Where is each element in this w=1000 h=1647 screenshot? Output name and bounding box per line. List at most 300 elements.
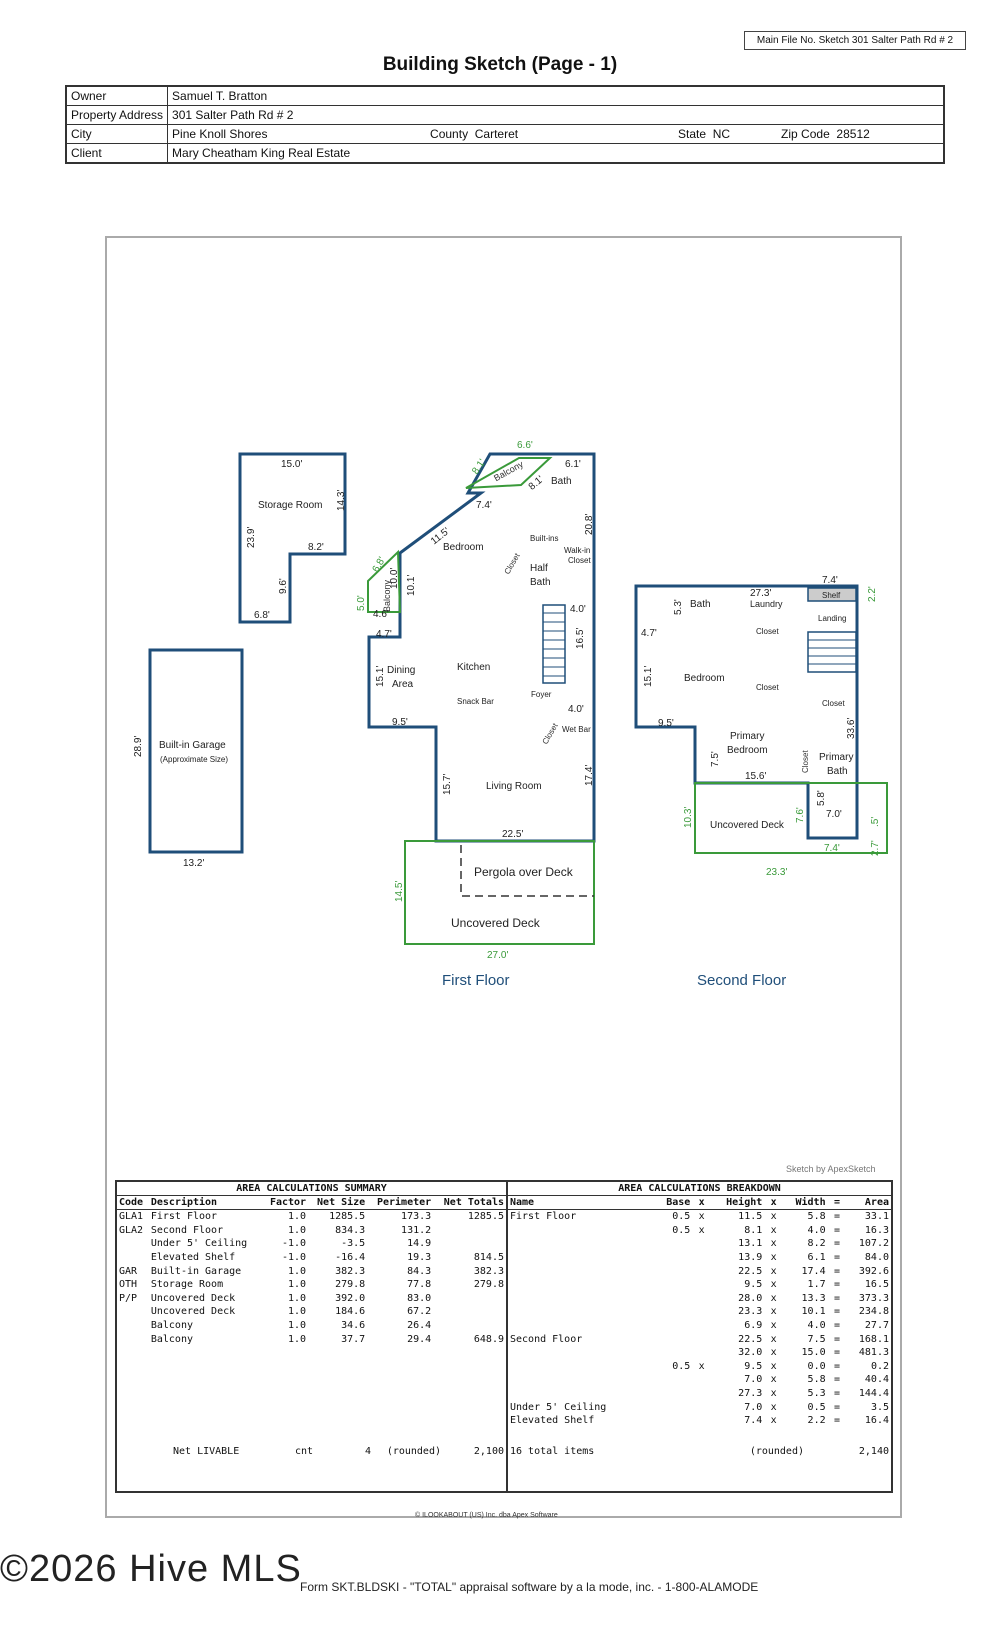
breakdown-cell: 0.0 xyxy=(807,1360,826,1372)
table-row xyxy=(117,1264,506,1278)
summary-header-5: Net Totals xyxy=(433,1196,506,1210)
dim-second-22: 2.2' xyxy=(867,586,878,602)
breakdown-cell xyxy=(692,1278,706,1292)
table-row xyxy=(117,1305,506,1319)
summary-cell: 1.0 xyxy=(288,1320,307,1332)
summary-cell: 279.8 xyxy=(335,1279,366,1291)
summary-header-2: Factor xyxy=(263,1196,308,1210)
closet-foyer-label: Closet xyxy=(540,721,560,746)
table-row xyxy=(117,1292,506,1306)
breakdown-cell xyxy=(652,1387,692,1401)
dimension-labels xyxy=(133,440,881,961)
table-row xyxy=(508,1387,891,1401)
breakdown-cell: 5.8 xyxy=(807,1211,826,1223)
pergola-label: Pergola over Deck xyxy=(474,865,573,879)
breakdown-cell: x xyxy=(770,1224,777,1236)
dim-second-47: 4.7' xyxy=(641,628,657,639)
owner-label: Owner xyxy=(66,86,168,106)
breakdown-cell xyxy=(692,1373,706,1387)
breakdown-cell: 27.3 xyxy=(738,1388,763,1400)
breakdown-cell: x xyxy=(770,1388,777,1400)
summary-cell xyxy=(117,1305,149,1319)
net-livable-total: 2,100 xyxy=(473,1446,504,1458)
first-deck-label: Uncovered Deck xyxy=(451,916,540,930)
summary-cell: 1.0 xyxy=(288,1224,307,1236)
breakdown-cell: 144.4 xyxy=(858,1388,889,1400)
breakdown-cell xyxy=(508,1237,652,1251)
summary-cell: 37.7 xyxy=(341,1333,366,1345)
breakdown-header-3: Height xyxy=(707,1196,765,1210)
table-row xyxy=(117,1224,506,1238)
summary-cell: 648.9 xyxy=(473,1333,504,1345)
breakdown-cell: 0.5 xyxy=(807,1401,826,1413)
dim-first-balcony-a: 8.1' xyxy=(470,457,489,477)
table-row xyxy=(508,1414,891,1428)
garage-outline xyxy=(150,650,242,852)
summary-cell: 279.8 xyxy=(473,1279,504,1291)
summary-cell: GAR xyxy=(119,1265,138,1277)
breakdown-cell xyxy=(692,1305,706,1319)
breakdown-cell: x xyxy=(698,1360,705,1372)
table-row xyxy=(508,1360,891,1374)
second-bedroom-label: Bedroom xyxy=(684,673,725,684)
summary-cell xyxy=(433,1224,506,1238)
summary-cell: Built-in Garage xyxy=(150,1265,242,1277)
dim-first-101: 10.1' xyxy=(406,574,417,596)
dim-storage-step: 8.2' xyxy=(308,542,324,553)
summary-cell: 131.2 xyxy=(401,1224,432,1236)
dim-first-174: 17.4' xyxy=(584,764,595,786)
dim-second-58: 5.8' xyxy=(816,790,827,806)
summary-cell: 26.4 xyxy=(407,1320,432,1332)
city-value: Pine Knoll Shores xyxy=(168,125,427,144)
owner-value: Samuel T. Bratton xyxy=(168,86,944,106)
breakdown-cell: 3.5 xyxy=(870,1401,889,1413)
breakdown-cell xyxy=(692,1332,706,1346)
address-value: 301 Salter Path Rd # 2 xyxy=(168,106,944,125)
half-bath-label: Bath xyxy=(530,577,551,588)
mls-watermark: ©2026 Hive MLS xyxy=(0,1548,302,1590)
breakdown-cell xyxy=(692,1319,706,1333)
wet-bar-label: Wet Bar xyxy=(562,725,591,734)
summary-cell: P/P xyxy=(119,1292,138,1304)
snack-bar-label: Snack Bar xyxy=(457,697,494,706)
breakdown-cell: 4.0 xyxy=(807,1224,826,1236)
breakdown-cell: 28.0 xyxy=(738,1292,763,1304)
stairs-first-floor xyxy=(543,605,565,683)
summary-cell xyxy=(433,1305,506,1319)
breakdown-cell: 17.4 xyxy=(801,1265,826,1277)
summary-cell: OTH xyxy=(119,1279,138,1291)
bedroom-label: Bedroom xyxy=(443,542,484,553)
breakdown-cell xyxy=(508,1305,652,1319)
breakdown-cell xyxy=(652,1346,692,1360)
net-livable-cnt: cnt xyxy=(294,1446,313,1458)
breakdown-cell: 107.2 xyxy=(858,1238,889,1250)
breakdown-cell: 481.3 xyxy=(858,1347,889,1359)
dim-second-27: 2.7' xyxy=(870,840,881,856)
table-row xyxy=(117,1319,506,1333)
breakdown-cell xyxy=(508,1264,652,1278)
breakdown-cell: = xyxy=(833,1279,840,1291)
breakdown-cell: Second Floor xyxy=(510,1333,583,1345)
breakdown-cell: x xyxy=(770,1279,777,1291)
storage-room-label: Storage Room xyxy=(258,500,323,511)
breakdown-cell: 33.1 xyxy=(864,1211,889,1223)
breakdown-cell: 7.0 xyxy=(744,1401,763,1413)
summary-cell xyxy=(117,1332,149,1346)
breakdown-cell: = xyxy=(833,1252,840,1264)
breakdown-cell: 1.7 xyxy=(807,1279,826,1291)
summary-header-4: Perimeter xyxy=(367,1196,433,1210)
table-row xyxy=(508,1305,891,1319)
dim-second-273: 27.3' xyxy=(750,588,772,599)
dining-area-label: Area xyxy=(392,679,414,690)
breakdown-cell: 7.4 xyxy=(744,1415,763,1427)
breakdown-cell: x xyxy=(770,1415,777,1427)
area-breakdown-pane xyxy=(508,1182,891,1491)
client-value: Mary Cheatham King Real Estate xyxy=(168,144,944,164)
summary-cell: 1.0 xyxy=(288,1306,307,1318)
breakdown-cell: x xyxy=(770,1238,777,1250)
built-ins-label: Built-ins xyxy=(530,534,559,543)
summary-cell: GLA1 xyxy=(119,1211,144,1223)
breakdown-header-0: Name xyxy=(508,1196,652,1210)
client-label: Client xyxy=(66,144,168,164)
laundry-label: Laundry xyxy=(750,599,783,609)
breakdown-cell: 13.9 xyxy=(738,1252,763,1264)
closet-first-label: Closet xyxy=(502,551,522,576)
breakdown-cell: 8.2 xyxy=(807,1238,826,1250)
breakdown-cell: 9.5 xyxy=(744,1279,763,1291)
breakdown-cell xyxy=(692,1251,706,1265)
breakdown-cell: 84.0 xyxy=(864,1252,889,1264)
breakdown-cell xyxy=(508,1387,652,1401)
dim-second-103: 10.3' xyxy=(683,806,694,828)
breakdown-cell: 32.0 xyxy=(738,1347,763,1359)
zip-label: Zip Code xyxy=(781,127,830,141)
breakdown-cell xyxy=(652,1305,692,1319)
summary-cell xyxy=(433,1319,506,1333)
area-calculations xyxy=(115,1180,893,1493)
table-row xyxy=(508,1400,891,1414)
balcony-upper-label: Balcony xyxy=(492,458,525,484)
dim-first-208: 20.8' xyxy=(584,513,595,535)
table-row xyxy=(117,1210,506,1224)
breakdown-cell: = xyxy=(833,1211,840,1223)
stairs-second-floor xyxy=(808,632,856,672)
primary-bath-label-2: Bath xyxy=(827,766,848,777)
breakdown-cell xyxy=(652,1292,692,1306)
table-row xyxy=(508,1319,891,1333)
breakdown-cell xyxy=(692,1237,706,1251)
breakdown-cell xyxy=(652,1414,692,1428)
summary-cell: 67.2 xyxy=(407,1306,432,1318)
dim-second-233: 23.3' xyxy=(766,867,788,878)
breakdown-cell: 373.3 xyxy=(858,1292,889,1304)
summary-cell: 814.5 xyxy=(473,1252,504,1264)
garage-approx-label: (Approximate Size) xyxy=(160,755,229,764)
breakdown-cell: = xyxy=(833,1292,840,1304)
summary-header-3: Net Size xyxy=(308,1196,367,1210)
breakdown-cell: x xyxy=(770,1306,777,1318)
breakdown-cell: x xyxy=(698,1224,705,1236)
summary-cell: First Floor xyxy=(150,1211,218,1223)
dim-second-5: .5' xyxy=(870,816,881,827)
breakdown-cell: 16.4 xyxy=(864,1415,889,1427)
shelf-label: Shelf xyxy=(822,591,841,600)
breakdown-cell: = xyxy=(833,1401,840,1413)
breakdown-cell: Under 5' Ceiling xyxy=(510,1401,607,1413)
city-label: City xyxy=(66,125,168,144)
summary-cell: -1.0 xyxy=(281,1252,307,1264)
dining-label: Dining xyxy=(387,665,416,676)
dim-second-95: 9.5' xyxy=(658,718,674,729)
table-row xyxy=(508,1278,891,1292)
breakdown-cell: 27.7 xyxy=(864,1320,889,1332)
summary-cell: 1.0 xyxy=(288,1292,307,1304)
county-value: Carteret xyxy=(474,127,519,141)
breakdown-cell: First Floor xyxy=(510,1211,577,1223)
dim-storage-top: 15.0' xyxy=(281,459,303,470)
breakdown-cell xyxy=(508,1278,652,1292)
table-row xyxy=(508,1210,891,1224)
area-summary-table xyxy=(117,1196,506,1346)
breakdown-header-1: Base xyxy=(652,1196,692,1210)
summary-cell: 1.0 xyxy=(288,1333,307,1345)
breakdown-header-5: Width xyxy=(779,1196,828,1210)
summary-cell: 19.3 xyxy=(407,1252,432,1264)
breakdown-cell xyxy=(692,1264,706,1278)
breakdown-cell xyxy=(652,1278,692,1292)
breakdown-cell: 5.3 xyxy=(807,1388,826,1400)
breakdown-cell: x xyxy=(770,1347,777,1359)
breakdown-cell: 23.3 xyxy=(738,1306,763,1318)
second-bath-label: Bath xyxy=(690,599,711,610)
summary-cell: 1285.5 xyxy=(467,1211,504,1223)
breakdown-cell: 6.1 xyxy=(807,1252,826,1264)
bath-label: Bath xyxy=(551,476,572,487)
breakdown-total-label: 16 total items xyxy=(510,1446,595,1458)
summary-cell xyxy=(433,1292,506,1306)
breakdown-header-2: x xyxy=(692,1196,706,1210)
table-row xyxy=(508,1332,891,1346)
dim-side-balcony-a: 6.8' xyxy=(370,555,388,575)
area-breakdown-table xyxy=(508,1196,891,1428)
summary-cell: Uncovered Deck xyxy=(150,1292,236,1304)
dim-first-74: 7.4' xyxy=(476,500,492,511)
breakdown-cell xyxy=(652,1319,692,1333)
primary-bath-label: Primary xyxy=(819,752,854,763)
breakdown-cell: 0.5 xyxy=(672,1360,691,1372)
breakdown-cell: x xyxy=(770,1265,777,1277)
dim-first-40a: 4.0' xyxy=(570,604,586,615)
summary-cell: Balcony xyxy=(150,1320,193,1332)
dim-storage-right: 14.3' xyxy=(336,489,347,511)
landing-label: Landing xyxy=(818,614,847,623)
breakdown-cell: 40.4 xyxy=(864,1374,889,1386)
room-labels xyxy=(159,476,853,989)
breakdown-cell xyxy=(508,1251,652,1265)
kitchen-label: Kitchen xyxy=(457,662,491,673)
breakdown-cell: 16.5 xyxy=(864,1279,889,1291)
breakdown-cell xyxy=(692,1346,706,1360)
dim-first-balcony-b: 8.1' xyxy=(526,474,546,493)
breakdown-cell xyxy=(652,1332,692,1346)
breakdown-cell: = xyxy=(833,1415,840,1427)
summary-cell xyxy=(117,1237,149,1251)
dim-first-95: 9.5' xyxy=(392,717,408,728)
dim-first-46: 4.6' xyxy=(373,609,389,620)
table-row xyxy=(508,1346,891,1360)
summary-cell: 382.3 xyxy=(473,1265,504,1277)
breakdown-total-rounded: (rounded) xyxy=(749,1446,804,1458)
area-breakdown-title: AREA CALCULATIONS BREAKDOWN xyxy=(508,1182,891,1196)
breakdown-cell: 7.0 xyxy=(744,1374,763,1386)
primary-bedroom-label: Bedroom xyxy=(727,745,768,756)
summary-cell: -16.4 xyxy=(335,1252,366,1264)
table-row xyxy=(508,1292,891,1306)
net-livable-row xyxy=(117,1445,506,1459)
dim-first-bath: 6.1' xyxy=(565,459,581,470)
net-livable-count: 4 xyxy=(364,1446,371,1458)
breakdown-cell: = xyxy=(833,1265,840,1277)
second-deck-label: Uncovered Deck xyxy=(710,820,784,831)
breakdown-cell xyxy=(508,1373,652,1387)
walk-in-label: Walk-in xyxy=(564,546,591,555)
breakdown-cell: x xyxy=(770,1320,777,1332)
summary-cell: Storage Room xyxy=(150,1279,224,1291)
breakdown-cell xyxy=(652,1400,692,1414)
living-room-label: Living Room xyxy=(486,781,542,792)
table-row xyxy=(117,1237,506,1251)
dim-first-270: 27.0' xyxy=(487,950,509,961)
breakdown-cell xyxy=(652,1237,692,1251)
breakdown-cell: 8.1 xyxy=(744,1224,763,1236)
closet-2-label: Closet xyxy=(756,683,779,692)
table-row xyxy=(117,1332,506,1346)
summary-cell: 382.3 xyxy=(335,1265,366,1277)
net-livable-label: Net LIVABLE xyxy=(173,1446,240,1458)
dim-first-50: 5.0' xyxy=(356,595,367,611)
dim-first-157: 15.7' xyxy=(442,773,453,795)
breakdown-cell xyxy=(692,1414,706,1428)
dim-first-40b: 4.0' xyxy=(568,704,584,715)
table-row xyxy=(117,1278,506,1292)
breakdown-cell: x xyxy=(770,1401,777,1413)
breakdown-cell: 168.1 xyxy=(858,1333,889,1345)
dim-first-225: 22.5' xyxy=(502,829,524,840)
summary-cell: 1.0 xyxy=(288,1279,307,1291)
walk-in-closet-label: Closet xyxy=(568,556,591,565)
dim-second-151: 15.1' xyxy=(643,665,654,687)
summary-cell: 77.8 xyxy=(407,1279,432,1291)
dim-first-balcony-top: 6.6' xyxy=(517,440,533,451)
summary-cell: Balcony xyxy=(150,1333,193,1345)
apex-copyright: © ILOOKABOUT (US) Inc. dba Apex Software xyxy=(415,1512,558,1519)
summary-cell: Under 5' Ceiling xyxy=(150,1238,248,1250)
summary-header-0: Code xyxy=(117,1196,149,1210)
main-file-number: Main File No. Sketch 301 Salter Path Rd # 2 xyxy=(744,31,966,50)
breakdown-cell: x xyxy=(770,1292,777,1304)
dim-garage-height: 28.9' xyxy=(133,735,144,757)
breakdown-total-value: 2,140 xyxy=(858,1446,889,1458)
summary-cell: 834.3 xyxy=(335,1224,366,1236)
breakdown-cell: = xyxy=(833,1333,840,1345)
sketch-credit: Sketch by ApexSketch xyxy=(786,1164,876,1174)
breakdown-cell: x xyxy=(770,1252,777,1264)
breakdown-cell xyxy=(652,1251,692,1265)
dim-second-76: 7.6' xyxy=(795,807,806,823)
breakdown-cell: x xyxy=(770,1374,777,1386)
closet-1-label: Closet xyxy=(756,627,779,636)
table-row xyxy=(508,1264,891,1278)
breakdown-cell: = xyxy=(833,1374,840,1386)
dim-second-156: 15.6' xyxy=(745,771,767,782)
breakdown-cell: 0.5 xyxy=(672,1224,691,1236)
foyer-label: Foyer xyxy=(531,690,552,699)
summary-cell: -1.0 xyxy=(281,1238,307,1250)
breakdown-cell xyxy=(652,1373,692,1387)
dim-storage-left: 23.9' xyxy=(246,526,257,548)
county-label: County xyxy=(430,127,469,141)
dim-garage-width: 13.2' xyxy=(183,858,205,869)
dim-second-74b: 7.4' xyxy=(824,843,840,854)
dim-second-336: 33.6' xyxy=(846,717,857,739)
breakdown-cell: x xyxy=(770,1360,777,1372)
summary-cell: 29.4 xyxy=(407,1333,432,1345)
breakdown-cell xyxy=(508,1360,652,1374)
breakdown-total-row xyxy=(508,1445,891,1459)
area-summary-title: AREA CALCULATIONS SUMMARY xyxy=(117,1182,506,1196)
breakdown-cell xyxy=(692,1400,706,1414)
breakdown-header-4: x xyxy=(764,1196,778,1210)
summary-cell xyxy=(117,1251,149,1265)
summary-cell: -3.5 xyxy=(341,1238,366,1250)
breakdown-cell: = xyxy=(833,1347,840,1359)
summary-cell: 84.3 xyxy=(407,1265,432,1277)
garage-label: Built-in Garage xyxy=(159,740,226,751)
breakdown-cell xyxy=(652,1264,692,1278)
zip-value: 28512 xyxy=(836,127,870,141)
breakdown-cell: 10.1 xyxy=(801,1306,826,1318)
dim-second-70: 7.0' xyxy=(826,809,842,820)
state-label: State xyxy=(678,127,707,141)
table-row xyxy=(508,1373,891,1387)
summary-header-1: Description xyxy=(149,1196,263,1210)
dim-second-53: 5.3' xyxy=(673,599,684,615)
state-value: NC xyxy=(712,127,731,141)
net-livable-rounded: (rounded) xyxy=(386,1446,441,1458)
breakdown-cell: 4.0 xyxy=(807,1320,826,1332)
address-label: Property Address xyxy=(66,106,168,125)
breakdown-cell: 16.3 xyxy=(864,1224,889,1236)
summary-cell xyxy=(117,1319,149,1333)
summary-cell: 14.9 xyxy=(407,1238,432,1250)
breakdown-cell: 9.5 xyxy=(744,1360,763,1372)
summary-cell: GLA2 xyxy=(119,1224,144,1236)
dim-first-47: 4.7' xyxy=(376,629,392,640)
breakdown-cell: = xyxy=(833,1224,840,1236)
form-footer: Form SKT.BLDSKI - "TOTAL" appraisal software by a la mode, inc. - 1-800-ALAMODE xyxy=(300,1580,759,1594)
breakdown-cell xyxy=(508,1346,652,1360)
breakdown-cell: = xyxy=(833,1360,840,1372)
balcony-side-label: Balcony xyxy=(382,579,392,612)
table-row xyxy=(508,1224,891,1238)
breakdown-cell: = xyxy=(833,1388,840,1400)
breakdown-cell: x xyxy=(770,1333,777,1345)
breakdown-cell: 22.5 xyxy=(738,1265,763,1277)
